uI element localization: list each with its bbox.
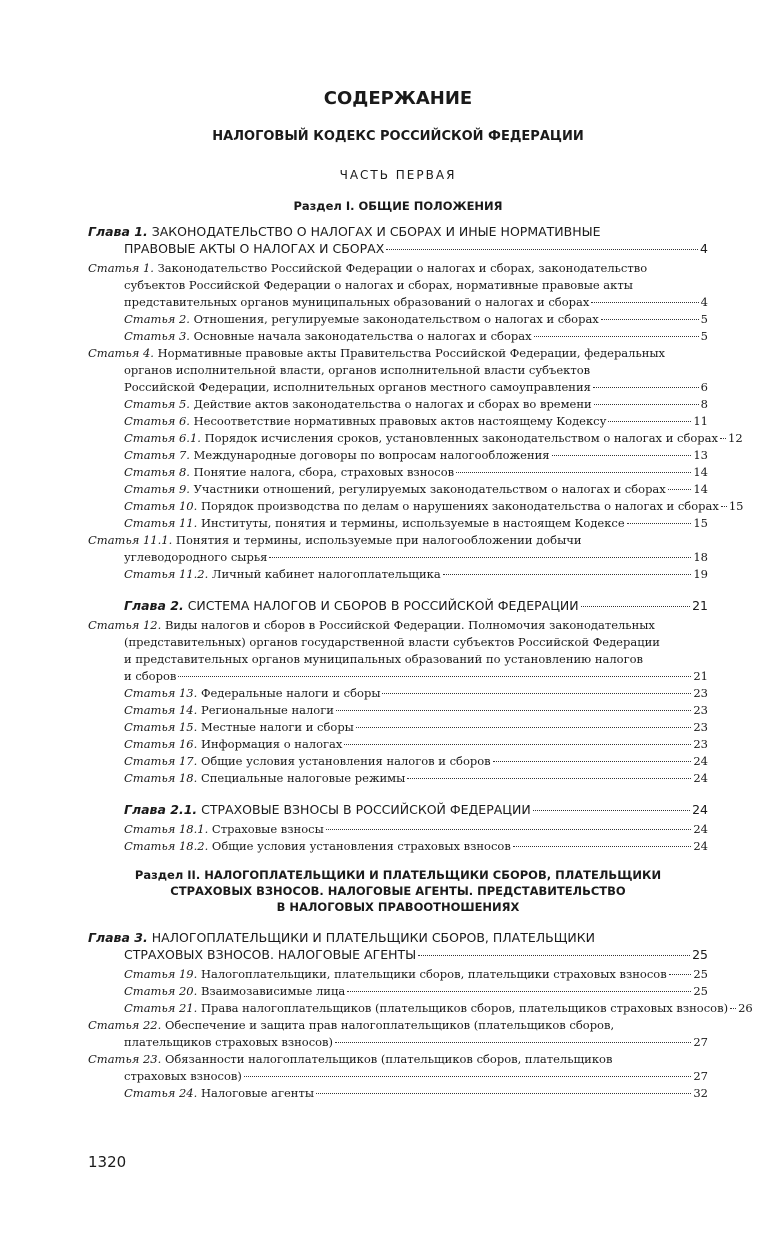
page-ref: 24	[693, 754, 708, 768]
toc-article	[88, 617, 708, 685]
dot-leader	[244, 1076, 692, 1077]
page-ref: 12	[728, 431, 743, 445]
entry-first-line	[88, 1051, 708, 1068]
entry-title: Информация о налогах	[200, 737, 343, 751]
entry-line: (представительных) органов государственной власти субъектов Российской Федерации	[124, 635, 660, 649]
toc-chapter	[88, 929, 708, 963]
entry-label: Глава 3.	[88, 930, 148, 945]
entry-label: Статья 11.	[124, 516, 198, 530]
toc-article	[88, 821, 708, 838]
entry-label: Статья 14.	[124, 703, 198, 717]
toc-article	[88, 515, 708, 532]
dot-leader	[269, 557, 691, 558]
dot-leader	[627, 523, 692, 524]
entry-label: Статья 15.	[124, 720, 198, 734]
entry-label: Глава 2.1.	[124, 802, 198, 817]
page-ref: 25	[692, 947, 708, 962]
entry-label: Статья 20.	[124, 984, 198, 998]
entry-title: Общие условия установления налогов и сборов	[200, 754, 491, 768]
dot-leader	[178, 676, 691, 677]
entry-label: Статья 24.	[124, 1086, 198, 1100]
entry-title: Законодательство Российской Федерации о налогах и сборах, законодательство	[157, 261, 648, 275]
page-ref: 15	[693, 516, 708, 530]
page-ref: 26	[738, 1001, 753, 1015]
section-heading	[88, 198, 708, 214]
entry-title: Действие актов законодательства о налогах и сборах во времени	[193, 397, 592, 411]
entry-label: Статья 6.	[124, 414, 190, 428]
toc-chapter	[88, 223, 708, 257]
page-ref: 15	[728, 499, 744, 513]
toc-article	[88, 345, 708, 396]
entry-line: СТРАХОВЫХ ВЗНОСОВ. НАЛОГОВЫЕ АГЕНТЫ	[124, 947, 417, 962]
toc-article	[88, 566, 708, 583]
entry-line: ПРАВОВЫЕ АКТЫ О НАЛОГАХ И СБОРАХ	[124, 241, 385, 256]
entry-title: Страховые взносы	[211, 822, 324, 836]
page-ref: 18	[693, 550, 708, 564]
toc-article	[88, 685, 708, 702]
entry-title: СТРАХОВЫЕ ВЗНОСЫ В РОССИЙСКОЙ ФЕДЕРАЦИИ	[201, 802, 531, 817]
dot-leader	[356, 727, 692, 728]
toc-article	[88, 770, 708, 787]
page-number: 1320	[88, 1153, 127, 1171]
entry-title: Специальные налоговые режимы	[200, 771, 406, 785]
entry-title: Взаимозависимые лица	[200, 984, 346, 998]
entry-title: Отношения, регулируемые законодательством о налогах и сборах	[193, 312, 599, 326]
entry-title: Обязанности налогоплательщиков (плательщиков сборов, плательщиков	[164, 1052, 613, 1066]
dot-leader	[581, 606, 691, 607]
dot-leader	[493, 761, 692, 762]
entry-label: Статья 16.	[124, 737, 198, 751]
entry-first-line	[88, 617, 708, 634]
page-ref: 5	[700, 329, 708, 343]
toc-article	[88, 413, 708, 430]
toc-article	[88, 1000, 753, 1017]
dot-leader	[513, 846, 692, 847]
page-ref: 25	[693, 967, 708, 981]
page-ref: 24	[693, 771, 708, 785]
dot-leader	[533, 810, 690, 811]
dot-leader	[668, 489, 692, 490]
toc-article	[88, 396, 708, 413]
entry-label: Статья 9.	[124, 482, 190, 496]
page-ref: 23	[693, 686, 708, 700]
entry-line: страховых взносов)	[124, 1069, 242, 1083]
page-ref: 24	[693, 822, 708, 836]
entry-title: Общие условия установления страховых взносов	[211, 839, 511, 853]
page-ref: 4	[700, 241, 708, 256]
entry-first-line	[88, 1017, 708, 1034]
toc-article	[88, 498, 744, 515]
page-title: СОДЕРЖАНИЕ	[323, 88, 473, 109]
entry-label: Статья 17.	[124, 754, 198, 768]
entry-line: и сборов	[124, 669, 177, 683]
part-title: ЧАСТЬ ПЕРВАЯ	[339, 168, 457, 182]
dot-leader	[730, 1008, 736, 1009]
toc-article	[88, 430, 743, 447]
entry-label: Статья 1.	[88, 261, 154, 275]
page-ref: 11	[693, 414, 708, 428]
entry-label: Статья 11.2.	[124, 567, 209, 581]
page-ref: 21	[692, 598, 708, 613]
page-ref: 4	[700, 295, 708, 309]
entry-title: Международные договоры по вопросам налогообложения	[193, 448, 550, 462]
toc-article	[88, 481, 708, 498]
toc-article	[88, 838, 708, 855]
dot-leader	[456, 472, 691, 473]
page-ref: 23	[693, 720, 708, 734]
entry-title: Институты, понятия и термины, используемые в настоящем Кодексе	[200, 516, 625, 530]
entry-label: Статья 21.	[124, 1001, 198, 1015]
page-ref: 23	[693, 737, 708, 751]
section-title: ОБЩИЕ ПОЛОЖЕНИЯ	[358, 199, 503, 213]
entry-line: представительных органов муниципальных образований о налогах и сборах	[124, 295, 590, 309]
entry-title: Местные налоги и сборы	[200, 720, 354, 734]
entry-line: углеводородного сырья	[124, 550, 268, 564]
page-ref: 25	[693, 984, 708, 998]
entry-title: Налогоплательщики, плательщики сборов, плательщики страховых взносов	[200, 967, 667, 981]
page-ref: 24	[692, 802, 708, 817]
entry-title: Основные начала законодательства о налогах и сборах	[193, 329, 532, 343]
toc-article	[88, 736, 708, 753]
entry-title: Участники отношений, регулируемых законодательством о налогах и сборах	[193, 482, 666, 496]
dot-leader	[335, 1042, 691, 1043]
entry-title: НАЛОГОПЛАТЕЛЬЩИКИ И ПЛАТЕЛЬЩИКИ СБОРОВ, ПЛАТЕЛЬЩИКИ	[151, 930, 595, 945]
section-label: Раздел I.	[293, 199, 355, 213]
page-ref: 19	[693, 567, 708, 581]
dot-leader	[594, 404, 699, 405]
toc-article	[88, 447, 708, 464]
toc-article	[88, 702, 708, 719]
section-heading	[88, 867, 708, 915]
page-ref: 21	[693, 669, 708, 683]
dot-leader	[347, 991, 691, 992]
code-title: НАЛОГОВЫЙ КОДЕКС РОССИЙСКОЙ ФЕДЕРАЦИИ	[212, 129, 584, 144]
entry-label: Статья 13.	[124, 686, 198, 700]
entry-title: Понятия и термины, используемые при налогообложении добычи	[175, 533, 582, 547]
entry-label: Глава 1.	[88, 224, 148, 239]
entry-label: Статья 23.	[88, 1052, 162, 1066]
dot-leader	[608, 421, 691, 422]
entry-title: Виды налогов и сборов в Российской Федерации. Полномочия законодательных	[164, 618, 655, 632]
entry-first-line	[88, 532, 708, 549]
toc-article	[88, 966, 708, 983]
dot-leader	[443, 574, 692, 575]
entry-first-line	[88, 260, 708, 277]
section-heading-line: СТРАХОВЫХ ВЗНОСОВ. НАЛОГОВЫЕ АГЕНТЫ. ПРЕДСТАВИТЕЛЬСТВО	[170, 884, 626, 898]
page-ref: 8	[700, 397, 708, 411]
entry-label: Статья 2.	[124, 312, 190, 326]
toc-article	[88, 1017, 708, 1051]
entry-first-line	[88, 929, 708, 946]
dot-leader	[593, 387, 699, 388]
dot-leader	[669, 974, 692, 975]
dot-leader	[407, 778, 691, 779]
toc-article	[88, 532, 708, 566]
entry-first-line	[88, 223, 708, 240]
entry-title: Федеральные налоги и сборы	[200, 686, 381, 700]
page-ref: 13	[693, 448, 708, 462]
toc-article	[88, 753, 708, 770]
dot-leader	[601, 319, 699, 320]
toc-article	[88, 1085, 708, 1102]
entry-label: Статья 7.	[124, 448, 190, 462]
entry-label: Глава 2.	[124, 598, 184, 613]
dot-leader	[591, 302, 698, 303]
toc-article	[88, 260, 708, 311]
page-ref: 24	[693, 839, 708, 853]
section-heading-line: Раздел II. НАЛОГОПЛАТЕЛЬЩИКИ И ПЛАТЕЛЬЩИКИ СБОРОВ, ПЛАТЕЛЬЩИКИ	[134, 868, 662, 882]
entry-title: Порядок производства по делам о нарушениях законодательства о налогах и сборах	[200, 499, 719, 513]
entry-label: Статья 3.	[124, 329, 190, 343]
entry-first-line	[88, 345, 708, 362]
entry-title: Порядок исчисления сроков, установленных законодательством о налогах и сборах	[204, 431, 718, 445]
entry-label: Статья 8.	[124, 465, 190, 479]
entry-label: Статья 4.	[88, 346, 154, 360]
entry-title: Налоговые агенты	[200, 1086, 314, 1100]
toc-chapter	[88, 597, 708, 614]
page-ref: 32	[693, 1086, 708, 1100]
entry-label: Статья 10.	[124, 499, 198, 513]
page-ref: 23	[693, 703, 708, 717]
entry-label: Статья 12.	[88, 618, 162, 632]
entry-line: и представительных органов муниципальных образований по установлению налогов	[124, 652, 644, 666]
dot-leader	[720, 438, 726, 439]
entry-label: Статья 6.1.	[124, 431, 201, 445]
section-heading-line: В НАЛОГОВЫХ ПРАВООТНОШЕНИЯХ	[276, 900, 520, 914]
dot-leader	[534, 336, 699, 337]
entry-line: субъектов Российской Федерации о налогах и сборах, нормативные правовые акты	[124, 278, 633, 292]
dot-leader	[344, 744, 691, 745]
entry-title: Понятие налога, сбора, страховых взносов	[193, 465, 455, 479]
entry-line: органов исполнительной власти, органов исполнительной власти субъектов	[124, 363, 591, 377]
toc-article	[88, 719, 708, 736]
toc-article	[88, 983, 708, 1000]
page-ref: 14	[693, 465, 708, 479]
dot-leader	[316, 1093, 691, 1094]
toc-article	[88, 1051, 708, 1085]
entry-label: Статья 5.	[124, 397, 190, 411]
page-ref: 27	[693, 1069, 708, 1083]
table-of-contents	[88, 84, 753, 1102]
entry-title: Обеспечение и защита прав налогоплательщиков (плательщиков сборов,	[164, 1018, 615, 1032]
entry-label: Статья 18.1.	[124, 822, 209, 836]
entry-title: Нормативные правовые акты Правительства Российской Федерации, федеральных	[157, 346, 666, 360]
dot-leader	[418, 955, 690, 956]
entry-label: Статья 19.	[124, 967, 198, 981]
dot-leader	[386, 249, 698, 250]
page-ref: 6	[700, 380, 708, 394]
entry-title: Личный кабинет налогоплательщика	[211, 567, 441, 581]
page-ref: 5	[700, 312, 708, 326]
entry-label: Статья 18.2.	[124, 839, 209, 853]
entry-label: Статья 11.1.	[88, 533, 173, 547]
toc-article	[88, 464, 708, 481]
page-ref: 27	[693, 1035, 708, 1049]
entry-title: Несоответствие нормативных правовых актов настоящему Кодексу	[193, 414, 607, 428]
entry-line: плательщиков страховых взносов)	[124, 1035, 334, 1049]
dot-leader	[552, 455, 692, 456]
entry-title: СИСТЕМА НАЛОГОВ И СБОРОВ В РОССИЙСКОЙ ФЕДЕРАЦИИ	[187, 598, 579, 613]
entry-label: Статья 22.	[88, 1018, 162, 1032]
entry-title: ЗАКОНОДАТЕЛЬСТВО О НАЛОГАХ И СБОРАХ И ИНЫЕ НОРМАТИВНЫЕ	[151, 224, 601, 239]
dot-leader	[382, 693, 691, 694]
toc-article	[88, 311, 708, 328]
entry-label: Статья 18.	[124, 771, 198, 785]
entry-line: Российской Федерации, исполнительных органов местного самоуправления	[124, 380, 591, 394]
dot-leader	[326, 829, 692, 830]
entry-title: Права налогоплательщиков (плательщиков сборов, плательщиков страховых взносов)	[200, 1001, 729, 1015]
toc-chapter	[88, 801, 708, 818]
page-ref: 14	[693, 482, 708, 496]
entry-title: Региональные налоги	[200, 703, 334, 717]
dot-leader	[336, 710, 691, 711]
dot-leader	[721, 506, 727, 507]
toc-article	[88, 328, 708, 345]
